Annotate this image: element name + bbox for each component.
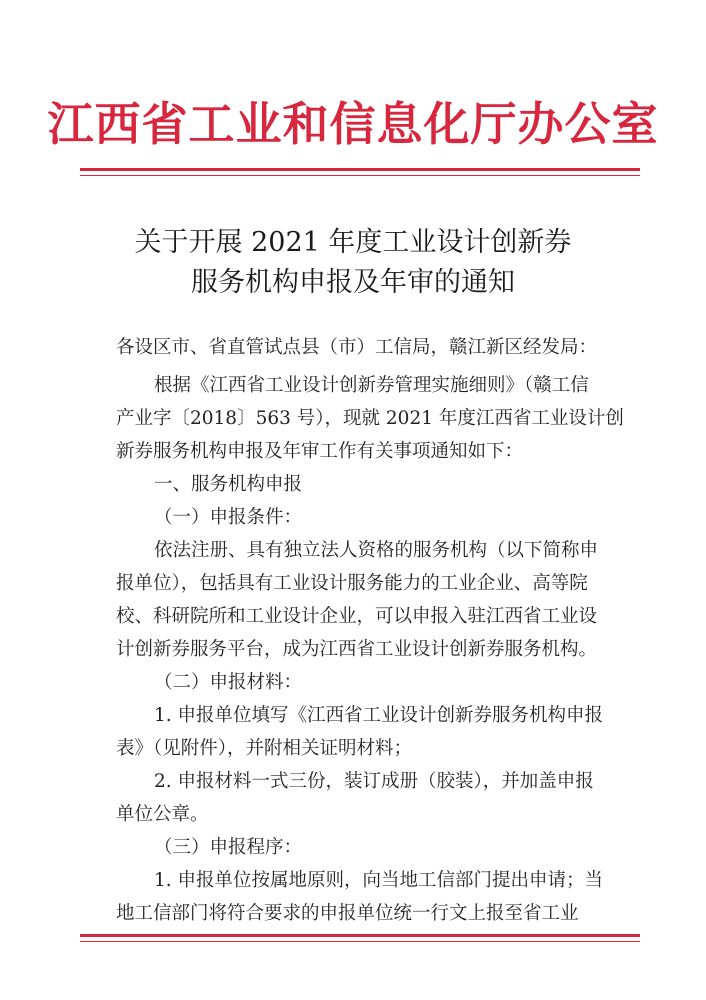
- body-line: 2. 申报材料一式三份，装订成册（胶装），并加盖申报: [154, 771, 594, 792]
- letterhead-red-rule-thin: [80, 175, 640, 176]
- document-title-line-2: 服务机构申报及年审的通知: [191, 267, 515, 298]
- body-line: 计创新券服务平台，成为江西省工业设计创新券服务机构。: [116, 639, 598, 660]
- body-line: 报单位），包括具有工业设计服务能力的工业企业、高等院: [116, 573, 588, 594]
- body-line: 校、科研院所和工业设计企业，可以申报入驻江西省工业设: [116, 606, 598, 627]
- subsection-heading: （二）申报材料：: [154, 672, 303, 693]
- body-line-addressee: 各设区市、省直管试点县（市）工信局，赣江新区经发局：: [116, 337, 598, 358]
- body-line: 单位公章。: [116, 804, 209, 825]
- body-line: 依法注册、具有独立法人资格的服务机构（以下简称申: [154, 540, 599, 561]
- body-line: 产业字〔2018〕563 号），现就 2021 年度江西省工业设计创: [116, 408, 624, 429]
- subsection-heading: （三）申报程序：: [154, 837, 303, 858]
- body-line: 1. 申报单位按属地原则，向当地工信部门提出申请；当: [154, 870, 604, 891]
- subsection-heading: （一）申报条件：: [154, 507, 303, 528]
- body-line: 根据《江西省工业设计创新券管理实施细则》（赣工信: [154, 375, 589, 396]
- body-line: 地工信部门将符合要求的申报单位统一行文上报至省工业: [116, 903, 579, 924]
- body-line: 新券服务机构申报及年审工作有关事项通知如下：: [116, 441, 524, 462]
- section-heading: 一、服务机构申报: [154, 474, 303, 495]
- body-line: 表》（见附件），并附相关证明材料；: [116, 738, 413, 759]
- footer-red-rule-thin: [80, 941, 640, 942]
- document-title-line-1: 关于开展 2021 年度工业设计创新券: [134, 227, 572, 258]
- letterhead-red-rule-thick: [80, 168, 640, 171]
- letterhead-office-name: 江西省工业和信息化厅办公室: [47, 97, 659, 151]
- footer-red-rule-thick: [80, 934, 640, 937]
- body-line: 1. 申报单位填写《江西省工业设计创新券服务机构申报: [154, 705, 604, 726]
